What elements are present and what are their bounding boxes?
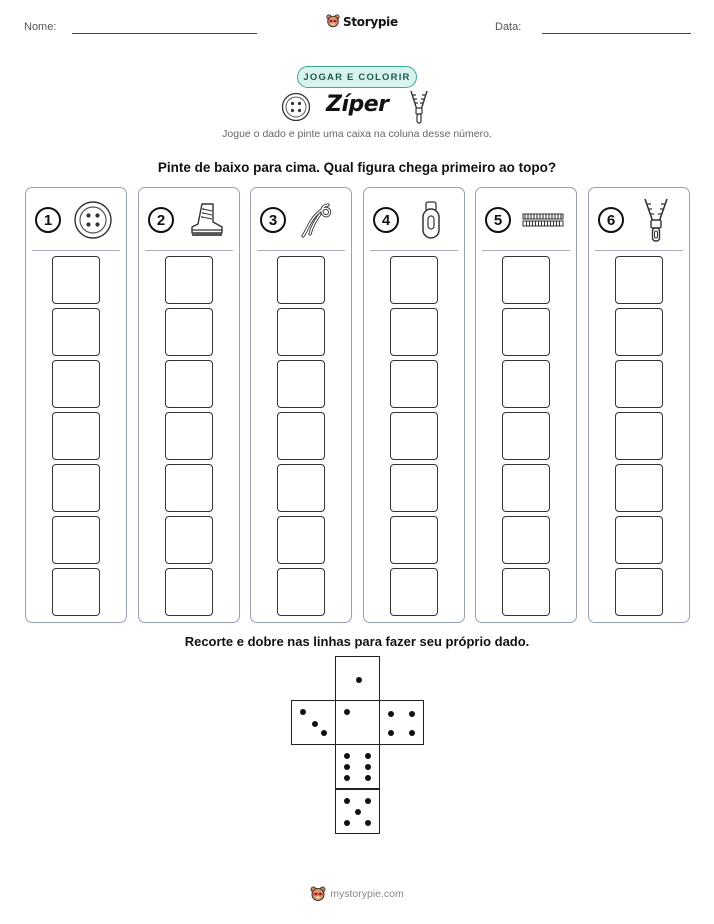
die-pip — [344, 820, 350, 826]
die-pip — [409, 711, 415, 717]
color-box[interactable] — [615, 412, 663, 460]
column-divider — [257, 250, 345, 251]
die-face-six — [335, 744, 380, 789]
color-box[interactable] — [277, 516, 325, 564]
column-3 — [250, 187, 352, 623]
column-2 — [138, 187, 240, 623]
color-box[interactable] — [615, 464, 663, 512]
die-pip — [300, 709, 306, 715]
color-box[interactable] — [52, 516, 100, 564]
color-box[interactable] — [502, 360, 550, 408]
button-icon — [281, 92, 311, 122]
column-header — [589, 188, 689, 250]
color-box[interactable] — [390, 256, 438, 304]
date-line — [542, 33, 691, 34]
column-6 — [588, 187, 690, 623]
color-box[interactable] — [390, 412, 438, 460]
column-header — [476, 188, 576, 250]
color-box[interactable] — [165, 464, 213, 512]
worksheet-header — [0, 0, 714, 50]
column-divider — [482, 250, 570, 251]
color-box[interactable] — [165, 516, 213, 564]
die-face-five — [335, 789, 380, 834]
die-pip — [365, 753, 371, 759]
zipper-icon — [633, 198, 679, 242]
activity-tag: JOGAR E COLORIR — [297, 66, 417, 88]
color-box[interactable] — [390, 568, 438, 616]
die-pip — [388, 730, 394, 736]
die-pip — [344, 764, 350, 770]
column-number: 2 — [148, 207, 174, 233]
die-pip — [344, 775, 350, 781]
date-label: Data: — [495, 21, 522, 33]
column-divider — [32, 250, 120, 251]
zipper-pull-icon — [408, 198, 454, 242]
color-box[interactable] — [502, 464, 550, 512]
color-box[interactable] — [52, 256, 100, 304]
color-box[interactable] — [615, 308, 663, 356]
color-box[interactable] — [390, 516, 438, 564]
color-box[interactable] — [277, 360, 325, 408]
color-box[interactable] — [165, 256, 213, 304]
die-face-one — [335, 656, 380, 701]
column-header — [26, 188, 126, 250]
die-pip — [344, 798, 350, 804]
rope-icon — [295, 198, 341, 242]
bear-icon — [326, 14, 340, 29]
color-box[interactable] — [52, 412, 100, 460]
column-divider — [145, 250, 233, 251]
footer — [0, 884, 714, 904]
die-pip — [356, 677, 362, 683]
color-box[interactable] — [277, 256, 325, 304]
footer-url: mystorypie.com — [330, 888, 404, 900]
die-pip — [365, 764, 371, 770]
column-number: 6 — [598, 207, 624, 233]
column-number: 1 — [35, 207, 61, 233]
color-box[interactable] — [52, 568, 100, 616]
die-pip — [365, 820, 371, 826]
die-pip — [312, 721, 318, 727]
column-divider — [595, 250, 683, 251]
die-face-one — [335, 700, 380, 745]
color-box[interactable] — [52, 308, 100, 356]
color-box[interactable] — [165, 412, 213, 460]
name-line — [72, 33, 257, 34]
brand-name: Storypie — [343, 14, 398, 29]
color-box[interactable] — [615, 360, 663, 408]
brand-logo — [326, 14, 398, 29]
die-pip — [409, 730, 415, 736]
column-number: 5 — [485, 207, 511, 233]
die-pip — [388, 711, 394, 717]
color-box[interactable] — [502, 516, 550, 564]
die-pip — [365, 798, 371, 804]
die-pip — [365, 775, 371, 781]
die-pip — [355, 809, 361, 815]
color-box[interactable] — [615, 256, 663, 304]
column-number: 3 — [260, 207, 286, 233]
column-divider — [370, 250, 458, 251]
die-face-four — [379, 700, 424, 745]
die-face-three — [291, 700, 336, 745]
die-pip — [344, 709, 350, 715]
color-box[interactable] — [52, 464, 100, 512]
coloring-instruction: Pinte de baixo para cima. Qual figura chega primeiro ao topo? — [157, 160, 557, 175]
zipper-icon — [408, 90, 430, 124]
color-box[interactable] — [502, 256, 550, 304]
die-pip — [321, 730, 327, 736]
column-header — [364, 188, 464, 250]
zipper-strip-icon — [520, 198, 566, 242]
color-box[interactable] — [502, 412, 550, 460]
column-header — [251, 188, 351, 250]
color-box[interactable] — [390, 360, 438, 408]
color-box[interactable] — [390, 308, 438, 356]
page-title: Zíper — [326, 92, 389, 117]
color-box[interactable] — [277, 308, 325, 356]
column-5 — [475, 187, 577, 623]
color-box[interactable] — [502, 308, 550, 356]
color-box[interactable] — [615, 568, 663, 616]
title-row — [0, 90, 714, 124]
color-box[interactable] — [502, 568, 550, 616]
column-header — [139, 188, 239, 250]
color-box[interactable] — [165, 360, 213, 408]
color-box[interactable] — [390, 464, 438, 512]
color-box[interactable] — [165, 568, 213, 616]
color-box[interactable] — [52, 360, 100, 408]
color-box[interactable] — [277, 568, 325, 616]
die-pip — [344, 753, 350, 759]
subtitle: Jogue o dado e pinte uma caixa na coluna desse número. — [222, 128, 492, 140]
column-4 — [363, 187, 465, 623]
column-number: 4 — [373, 207, 399, 233]
bear-icon — [310, 886, 326, 903]
color-box[interactable] — [165, 308, 213, 356]
button-icon — [70, 198, 116, 242]
boot-icon — [183, 198, 229, 242]
column-1 — [25, 187, 127, 623]
color-box[interactable] — [277, 412, 325, 460]
color-box[interactable] — [277, 464, 325, 512]
color-box[interactable] — [615, 516, 663, 564]
cut-instruction: Recorte e dobre nas linhas para fazer seu próprio dado. — [184, 634, 530, 649]
name-label: Nome: — [24, 21, 57, 33]
